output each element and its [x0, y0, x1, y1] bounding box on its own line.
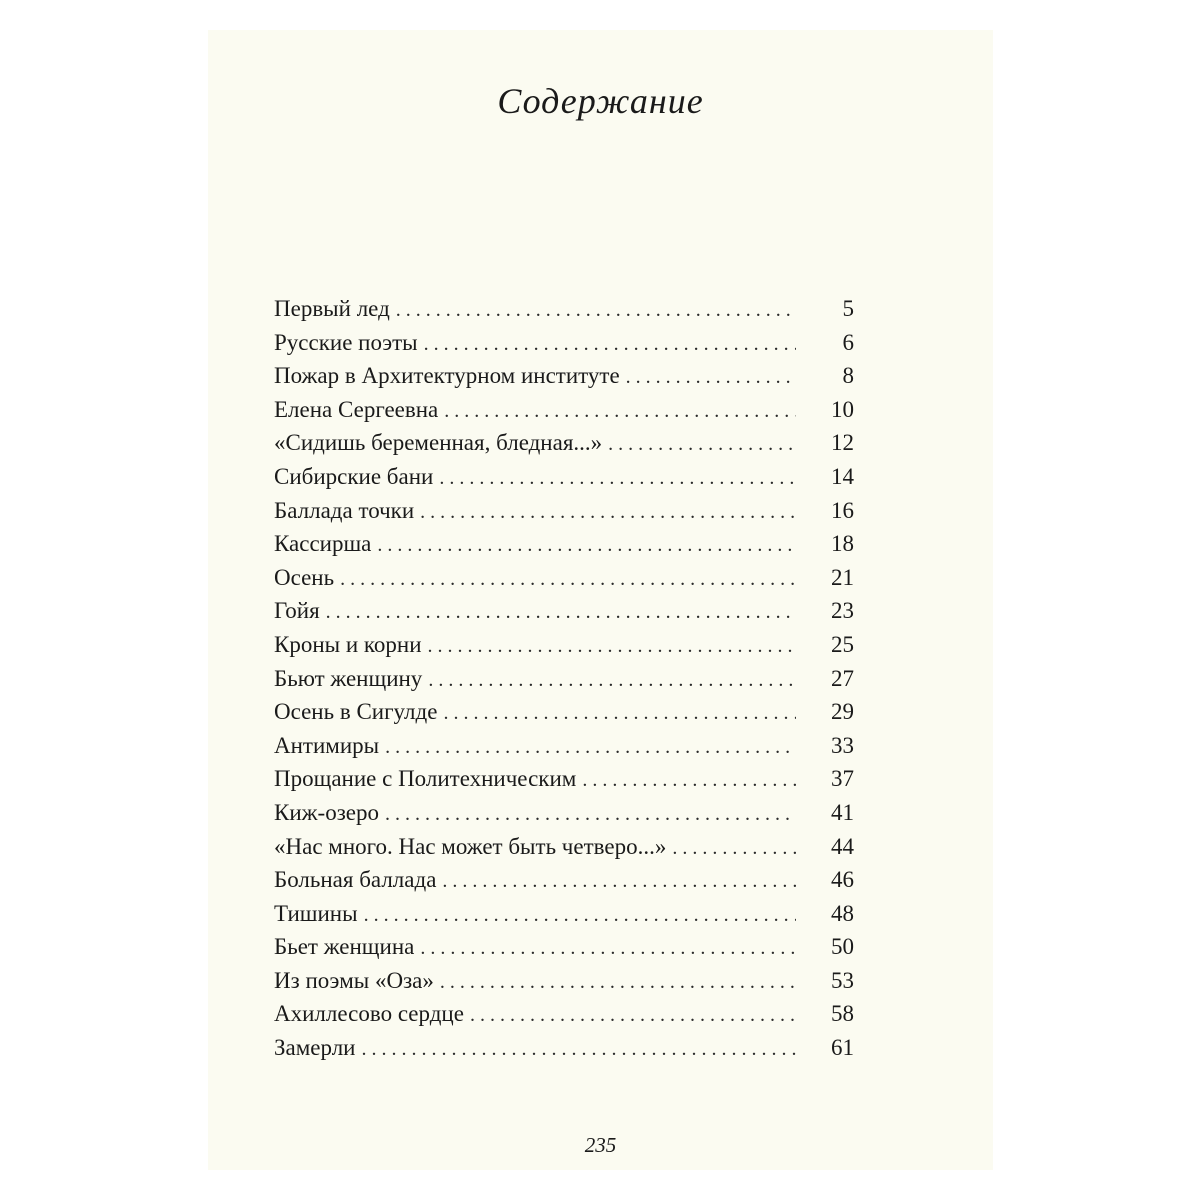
toc-entry-title: Баллада точки	[274, 497, 415, 523]
dot-leader	[385, 798, 796, 832]
dot-leader	[385, 731, 796, 765]
dot-leader	[361, 1033, 796, 1067]
toc-entry-page: 14	[831, 463, 854, 489]
toc-entry-page: 44	[831, 833, 854, 859]
toc-entry-page: 16	[831, 497, 854, 523]
toc-entry-title: «Сидишь беременная, бледная...»	[274, 430, 603, 456]
toc-entry-title: Прощание с Политехническим	[274, 766, 577, 792]
toc-entry	[274, 628, 854, 662]
toc-entry-page: 18	[831, 531, 854, 557]
toc-entry-title: Сибирские бани	[274, 463, 434, 489]
toc-entry	[274, 930, 854, 964]
toc-entry-title: Замерли	[274, 1035, 356, 1061]
toc-entry	[274, 494, 854, 528]
dot-leader	[440, 966, 796, 1000]
toc-entry-title: Кроны и корни	[274, 631, 422, 657]
toc-entry-page: 23	[831, 598, 854, 624]
toc-entry-title: Осень	[274, 564, 335, 590]
toc-entry-page: 41	[831, 799, 854, 825]
dot-leader	[626, 361, 796, 395]
toc-entry	[274, 830, 854, 864]
toc-entry-title: Русские поэты	[274, 329, 418, 355]
dot-leader	[424, 328, 796, 362]
dot-leader	[439, 462, 796, 496]
page-number: 235	[584, 1133, 617, 1157]
toc-entry-title: Киж-озеро	[274, 799, 379, 825]
toc-entry	[274, 594, 854, 628]
book-page	[208, 30, 993, 1170]
toc-entry-page: 61	[831, 1035, 854, 1061]
toc-entry-title: Антимиры	[274, 732, 380, 758]
toc-entry-title: Бьют женщину	[274, 665, 423, 691]
dot-leader	[428, 664, 796, 698]
toc-entry	[274, 762, 854, 796]
toc-entry-title: Кассирша	[274, 531, 372, 557]
toc-entry-page: 5	[842, 296, 854, 321]
toc-entry	[274, 897, 854, 931]
toc-entry-page: 27	[831, 665, 854, 691]
dot-leader	[582, 764, 796, 798]
page-title: Содержание	[497, 81, 704, 121]
toc-entry-title: Ахиллесово сердце	[274, 1001, 464, 1027]
dot-leader	[672, 832, 796, 866]
toc-entry-title: Гойя	[274, 598, 320, 624]
toc-entry-title: Тишины	[274, 900, 358, 926]
table-of-contents	[274, 292, 854, 1065]
dot-leader	[428, 630, 796, 664]
toc-entry-title: «Нас много. Нас может быть четверо...»	[274, 833, 667, 859]
toc-entry-title: Из поэмы «Оза»	[274, 967, 434, 993]
toc-entry-page: 46	[831, 867, 854, 893]
dot-leader	[470, 999, 796, 1033]
toc-entry	[274, 561, 854, 595]
toc-entry	[274, 964, 854, 998]
toc-entry-page: 25	[831, 631, 854, 657]
dot-leader	[364, 899, 796, 933]
toc-entry	[274, 359, 854, 393]
toc-entry-page: 12	[831, 430, 854, 456]
toc-entry-page: 37	[831, 766, 854, 792]
toc-entry	[274, 729, 854, 763]
toc-entry-page: 48	[831, 900, 854, 926]
toc-entry	[274, 292, 854, 326]
dot-leader	[608, 428, 796, 462]
toc-entry-page: 53	[831, 967, 854, 993]
toc-entry	[274, 662, 854, 696]
toc-entry-title: Бьет женщина	[274, 934, 415, 960]
dot-leader	[326, 596, 796, 630]
toc-entry	[274, 1031, 854, 1065]
toc-entry-page: 50	[831, 934, 854, 960]
dot-leader	[444, 395, 796, 429]
toc-entry-page: 8	[842, 363, 854, 389]
toc-entry	[274, 460, 854, 494]
toc-entry-page: 6	[842, 329, 854, 355]
dot-leader	[340, 563, 796, 597]
toc-entry	[274, 997, 854, 1031]
dot-leader	[442, 865, 796, 899]
toc-entry-page: 21	[831, 564, 854, 590]
toc-entry-page: 10	[831, 396, 854, 422]
dot-leader	[443, 697, 796, 731]
toc-entry	[274, 326, 854, 360]
toc-entry-title: Пожар в Архитектурном институте	[274, 363, 620, 389]
toc-entry-title: Осень в Сигулде	[274, 699, 438, 725]
toc-entry	[274, 393, 854, 427]
toc-entry	[274, 695, 854, 729]
toc-entry-page: 29	[831, 699, 854, 725]
dot-leader	[396, 294, 796, 328]
toc-entry-page: 58	[831, 1001, 854, 1027]
dot-leader	[420, 496, 796, 530]
dot-leader	[420, 932, 796, 966]
toc-entry	[274, 863, 854, 897]
toc-entry	[274, 796, 854, 830]
toc-entry-title: Елена Сергеевна	[274, 396, 439, 422]
dot-leader	[377, 529, 796, 563]
toc-entry	[274, 527, 854, 561]
toc-entry	[274, 426, 854, 460]
toc-entry-page: 33	[831, 732, 854, 758]
toc-entry-title: Больная баллада	[274, 867, 437, 893]
toc-entry-title: Первый лед	[274, 296, 390, 321]
